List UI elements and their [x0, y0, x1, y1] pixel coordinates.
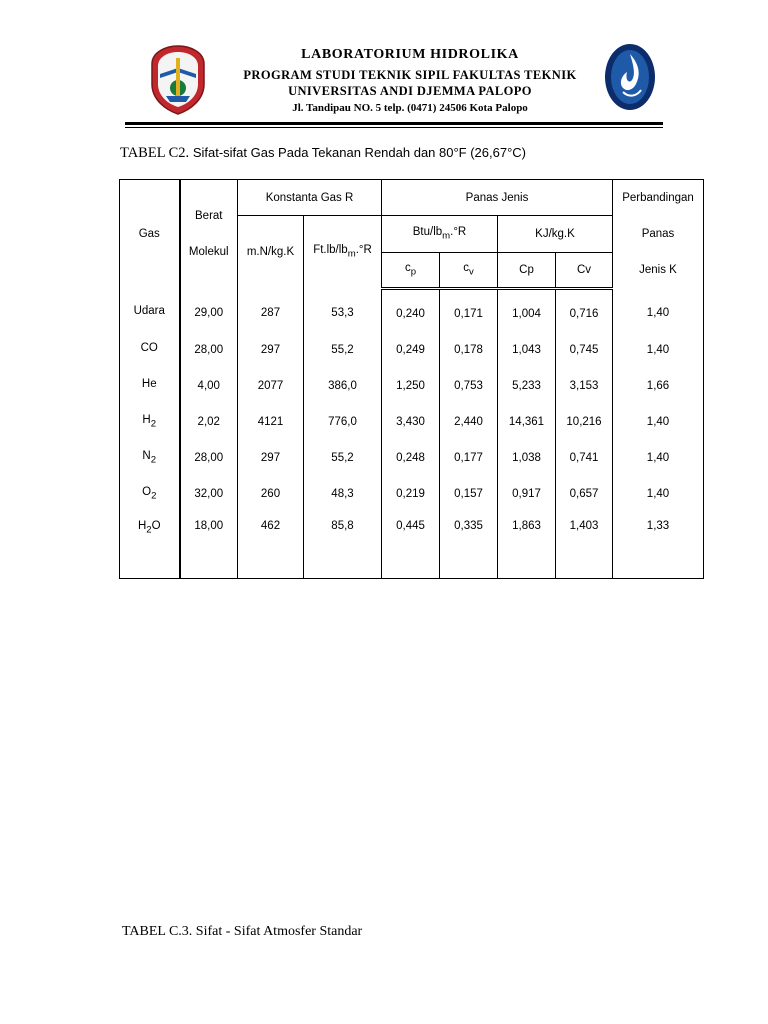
table-c2-caption [120, 145, 526, 162]
address: Jl. Tandipau NO. 5 telp. (0471) 24506 Kota Palopo [292, 102, 528, 114]
table-c3-caption: TABEL C.3. Sifat - Sifat Atmosfer Standar [122, 924, 363, 939]
lab-name: LABORATORIUM HIDROLIKA [301, 47, 519, 62]
table-row [120, 440, 704, 476]
cell-r-eng: 55,2 [304, 440, 382, 476]
cell-k: 1,40 [613, 288, 704, 332]
cell-cv-eng: 0,335 [440, 512, 498, 579]
cell-r-eng: 386,0 [304, 368, 382, 404]
table-row [120, 288, 704, 332]
cell-r-si: 4121 [238, 404, 304, 440]
cell-cp-si: 1,004 [498, 288, 556, 332]
header-berat-molekul: Berat Molekul [180, 180, 238, 289]
cell-cv-eng: 2,440 [440, 404, 498, 440]
header-ftlb: $Ft.lb/lb_m.^\circ R$ [304, 216, 382, 289]
header-mnkgk: m.N/kg.K [238, 216, 304, 289]
cell-mw: 18,00 [180, 512, 238, 579]
cell-cp-eng: 0,240 [382, 288, 440, 332]
header-gas: Gas [120, 180, 180, 289]
cell-k: 1,40 [613, 440, 704, 476]
cell-r-si: 297 [238, 440, 304, 476]
cell-cp-eng: 1,250 [382, 368, 440, 404]
cell-cp-si: 1,863 [498, 512, 556, 579]
header-cv-si: Cv [556, 252, 613, 288]
header-perbandingan: Perbandingan Panas Jenis K [613, 180, 704, 289]
university-logo-left [148, 44, 208, 116]
table-row [120, 476, 704, 512]
cell-mw: 28,00 [180, 440, 238, 476]
cell-cp-eng: 0,248 [382, 440, 440, 476]
cell-cp-eng: 3,430 [382, 404, 440, 440]
header-konstanta-gas: Konstanta Gas R [238, 180, 382, 216]
cell-k: 1,66 [613, 368, 704, 404]
cell-k: 1,40 [613, 476, 704, 512]
cell-cv-si: 0,741 [556, 440, 613, 476]
header-rule-thin [125, 127, 663, 128]
cell-gas: $O_2$ [120, 476, 180, 512]
cell-r-eng: 85,8 [304, 512, 382, 579]
cell-r-si: 2077 [238, 368, 304, 404]
gas-properties-table [119, 179, 704, 579]
cell-cp-eng: 0,219 [382, 476, 440, 512]
header-cv-eng: $c_v$ [440, 252, 498, 288]
cell-cv-eng: 0,178 [440, 332, 498, 368]
cell-cv-eng: 0,157 [440, 476, 498, 512]
cell-cv-si: 0,657 [556, 476, 613, 512]
program-name: PROGRAM STUDI TEKNIK SIPIL FAKULTAS TEKNIK [243, 68, 577, 82]
cell-gas: Udara [120, 288, 180, 332]
cell-cv-eng: 0,753 [440, 368, 498, 404]
cell-cp-si: 14,361 [498, 404, 556, 440]
cell-mw: 2,02 [180, 404, 238, 440]
cell-k: 1,40 [613, 404, 704, 440]
cell-cv-si: 0,745 [556, 332, 613, 368]
cell-cv-si: 1,403 [556, 512, 613, 579]
header-panas-jenis: Panas Jenis [382, 180, 613, 216]
cell-cv-eng: 0,171 [440, 288, 498, 332]
cell-cv-si: 3,153 [556, 368, 613, 404]
cell-r-si: 260 [238, 476, 304, 512]
cell-mw: 29,00 [180, 288, 238, 332]
cell-cp-eng: 0,445 [382, 512, 440, 579]
cell-r-eng: 776,0 [304, 404, 382, 440]
cell-cv-eng: 0,177 [440, 440, 498, 476]
cell-k: 1,40 [613, 332, 704, 368]
cell-gas: $H_2$ [120, 404, 180, 440]
header-rule-thick [125, 122, 663, 125]
cell-mw: 28,00 [180, 332, 238, 368]
cell-r-si: 297 [238, 332, 304, 368]
cell-cv-si: 10,216 [556, 404, 613, 440]
header-cp-si: Cp [498, 252, 556, 288]
cell-r-si: 462 [238, 512, 304, 579]
cell-cv-si: 0,716 [556, 288, 613, 332]
cell-gas: $N_2$ [120, 440, 180, 476]
cell-cp-eng: 0,249 [382, 332, 440, 368]
table-row [120, 404, 704, 440]
cell-cp-si: 1,043 [498, 332, 556, 368]
header-btu: Btu/$lb_m.^\circ R$ [382, 216, 498, 253]
cell-gas: He [120, 368, 180, 404]
cell-cp-si: 1,038 [498, 440, 556, 476]
university-name: UNIVERSITAS ANDI DJEMMA PALOPO [288, 84, 532, 98]
table-c2-title: Sifat-sifat Gas Pada Tekanan Rendah dan 80°F (26,67°C) [192, 145, 527, 160]
table-c2-label: TABEL C2. [120, 145, 190, 161]
cell-r-eng: 48,3 [304, 476, 382, 512]
header-kj: KJ/kg.K [498, 216, 613, 253]
cell-gas: CO [120, 332, 180, 368]
cell-r-eng: 53,3 [304, 288, 382, 332]
table-row [120, 512, 704, 579]
header-cp-eng: $c_p$ [382, 252, 440, 288]
table-row [120, 332, 704, 368]
table-row [120, 368, 704, 404]
cell-k: 1,33 [613, 512, 704, 579]
cell-cp-si: 5,233 [498, 368, 556, 404]
cell-gas: $H_2O$ [120, 512, 180, 579]
cell-r-si: 287 [238, 288, 304, 332]
cell-mw: 32,00 [180, 476, 238, 512]
cell-mw: 4,00 [180, 368, 238, 404]
cell-cp-si: 0,917 [498, 476, 556, 512]
cell-r-eng: 55,2 [304, 332, 382, 368]
